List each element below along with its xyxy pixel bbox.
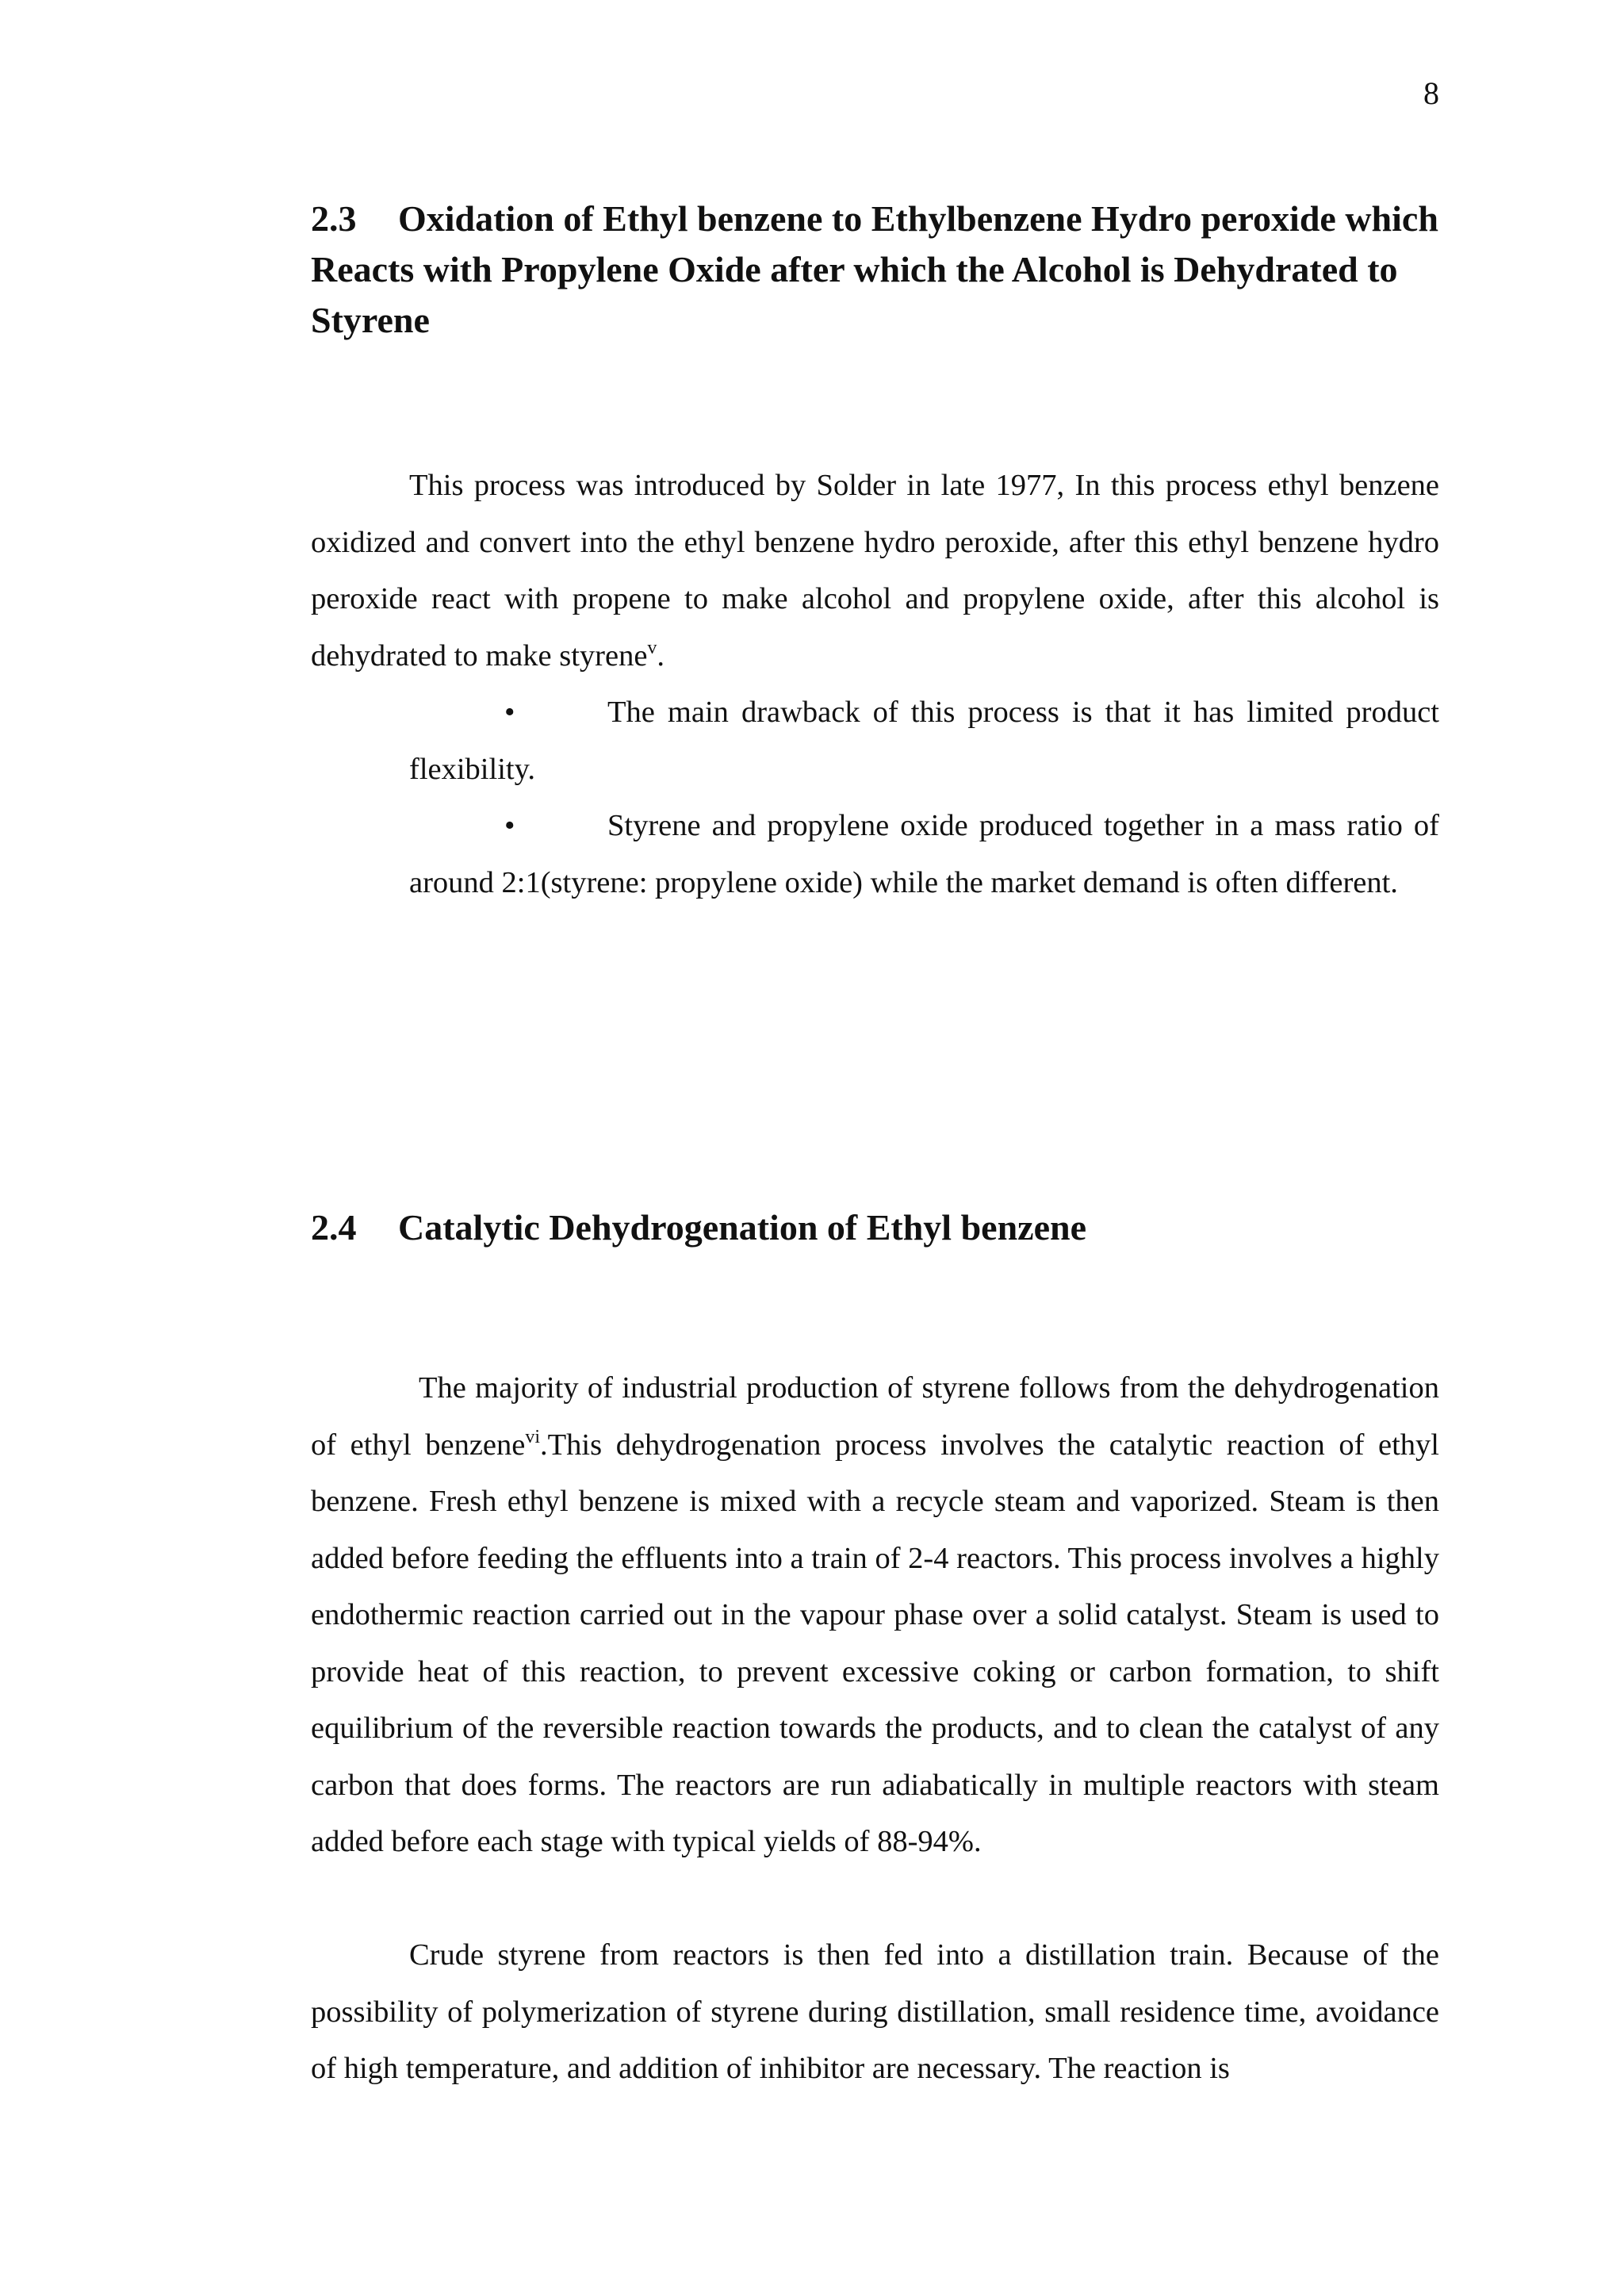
section-2-4-paragraph-1-text-after: .This dehydrogenation process involves the catalytic reaction of ethyl benzene. Fresh ethyl benzene is mixed with a recycle steam and vaporized. Steam is then added before feeding the effluents into a train of 2-4 reactors. This process involves a highly endothermic reaction carried out in the vapour phase over a solid catalyst. Steam is used to provide heat of this reaction, to prevent excessive coking or carbon formation, to shift equilibrium of the reversible reaction towards the products, and to clean the catalyst of any carbon that does forms. The reactors are run adiabatically in multiple reactors with steam added before each stage with typical yields of 88-94%. [311,1428,1439,1858]
section-2-4-number: 2.4 [311,1207,357,1248]
section-2-4-paragraph-2-text: Crude styrene from reactors is then fed into a distillation train. Because of the possibility of polymerization of styrene during distillation, small residence time, avoidance of high temperature, and addition of inhibitor are necessary. The reaction is [311,1938,1439,2085]
bullet-text: Styrene and propylene oxide produced together in a mass ratio of around 2:1(styrene: propylene oxide) while the market demand is often different. [409,809,1439,899]
section-2-4-paragraph-1 [311,1360,1439,1871]
section-2-3-paragraph-text: This process was introduced by Solder in late 1977, In this process ethyl benzene oxidized and convert into the ethyl benzene hydro peroxide, after this ethyl benzene hydro peroxide react with propene to make alcohol and propylene oxide, after this alcohol is dehydrated to make styrene [311,469,1439,673]
page-number: 8 [1423,75,1439,111]
section-2-3-title: Oxidation of Ethyl benzene to Ethylbenzene Hydro peroxide which Reacts with Propylene Oxide after which the Alcohol is Dehydrated to Styrene [311,198,1438,340]
section-2-3-paragraph-tail: . [657,638,665,673]
footnote-ref-v: v [647,637,657,658]
section-2-4-heading [311,1202,1445,1253]
bullet-item-mass-ratio [409,798,1439,911]
section-2-4-paragraph-1-text-before: The majority of industrial production of styrene follows from the dehydrogenation of ethyl benzene [311,1371,1439,1462]
bullet-item-drawback [409,684,1439,798]
bullet-marker: • [504,809,515,842]
footnote-ref-vi: vi [525,1426,541,1447]
section-2-3-number: 2.3 [311,198,357,239]
bullet-text: The main drawback of this process is that it has limited product flexibility. [409,696,1439,786]
section-2-4-paragraph-2 [311,1927,1439,2098]
bullet-marker: • [504,696,515,729]
section-2-4-title: Catalytic Dehydrogenation of Ethyl benzene [398,1207,1087,1248]
section-2-3-paragraph [311,458,1439,684]
section-2-3-heading [311,194,1445,346]
